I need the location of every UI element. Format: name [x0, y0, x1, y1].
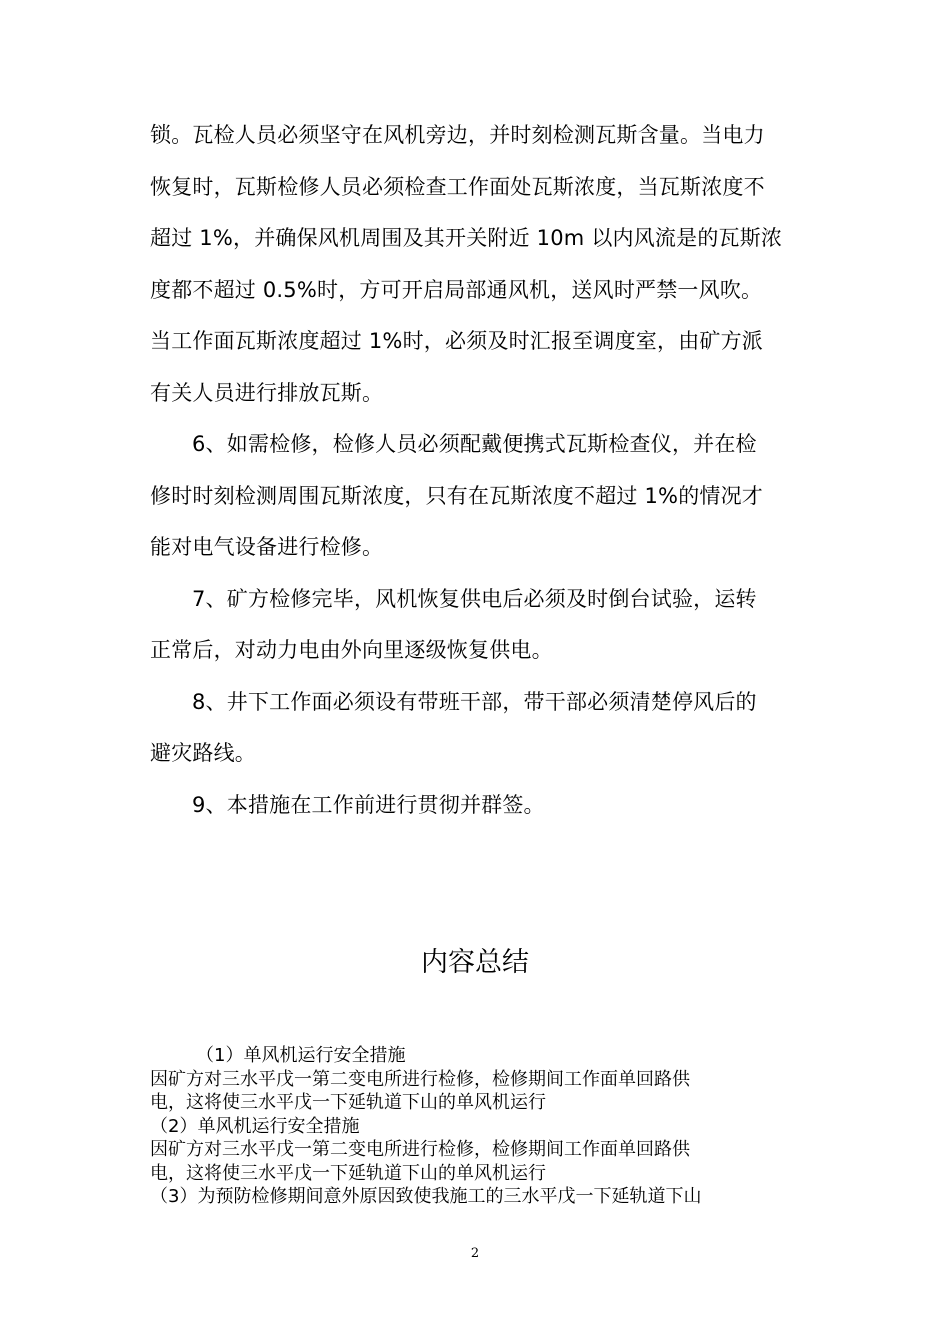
summary-line: （1）单风机运行安全措施	[196, 1045, 406, 1066]
summary-line: 因矿方对三水平戊一第二变电所进行检修，检修期间工作面单回路供	[150, 1139, 690, 1160]
body-line: 锁。瓦检人员必须坚守在风机旁边，并时刻检测瓦斯含量。当电力	[150, 123, 765, 147]
item-8-line: 8、井下工作面必须设有带班干部，带干部必须清楚停风后的	[192, 689, 757, 714]
body-line: 正常后，对动力电由外向里逐级恢复供电。	[150, 638, 553, 662]
summary-line: （3）为预防检修期间意外原因致使我施工的三水平戊一下延轨道下山	[150, 1186, 702, 1207]
item-7-line: 7、矿方检修完毕，风机恢复供电后必须及时倒台试验，运转	[192, 586, 757, 611]
page-number: 2	[470, 1246, 480, 1261]
body-text	[150, 110, 810, 831]
body-line: 恢复时，瓦斯检修人员必须检查工作面处瓦斯浓度，当瓦斯浓度不	[150, 174, 765, 199]
summary-section	[150, 1044, 810, 1209]
summary-line: （2）单风机运行安全措施	[150, 1115, 360, 1137]
body-line: 有关人员进行排放瓦斯。	[150, 380, 384, 405]
body-line: 当工作面瓦斯浓度超过 1%时，必须及时汇报至调度室，由矿方派	[150, 329, 763, 353]
summary-line: 电，这将使三水平戊一下延轨道下山的单风机运行	[150, 1162, 546, 1184]
summary-title: 内容总结	[421, 947, 529, 978]
summary-line: 电，这将使三水平戊一下延轨道下山的单风机运行	[150, 1092, 546, 1113]
body-line: 修时时刻检测周围瓦斯浓度，只有在瓦斯浓度不超过 1%的情况才	[150, 483, 763, 508]
body-line: 能对电气设备进行检修。	[150, 535, 384, 559]
body-line: 避灾路线。	[150, 741, 256, 765]
item-9-line: 9、本措施在工作前进行贯彻并群签。	[192, 792, 545, 817]
body-line: 超过 1%，并确保风机周围及其开关附近 10m 以内风流是的瓦斯浓	[150, 226, 783, 250]
item-6-line: 6、如需检修，检修人员必须配戴便携式瓦斯检查仪，并在检	[192, 432, 757, 456]
summary-line: 因矿方对三水平戊一第二变电所进行检修，检修期间工作面单回路供	[150, 1068, 690, 1090]
body-line: 度都不超过 0.5%时，方可开启局部通风机，送风时严禁一风吹。	[150, 277, 763, 302]
